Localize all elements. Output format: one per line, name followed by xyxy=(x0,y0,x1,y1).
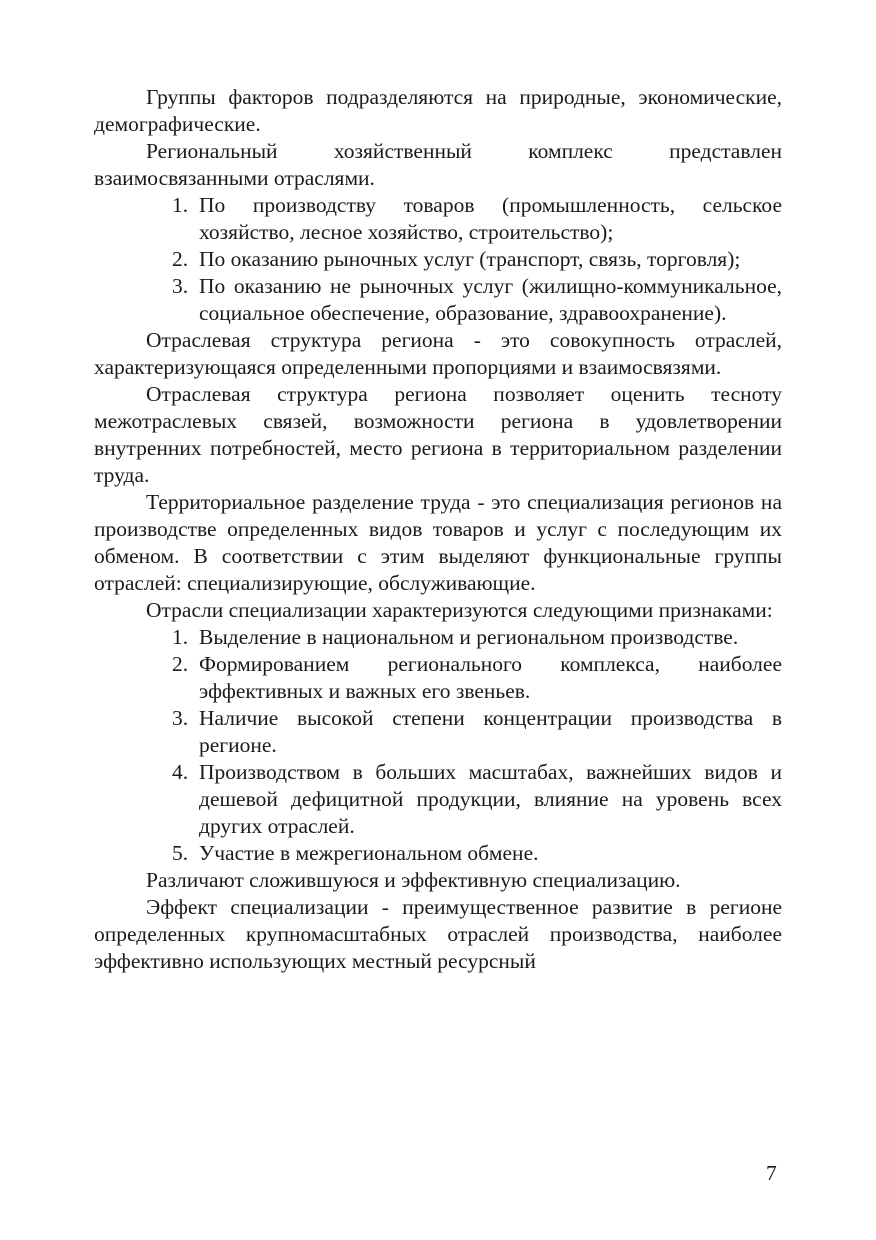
list-item-number: 4. xyxy=(172,760,189,784)
list-item xyxy=(94,705,782,759)
list-item xyxy=(94,273,782,327)
list-item-number: 3. xyxy=(172,274,189,298)
paragraph-territorial-division: Территориальное разделение труда - это специализация регионов на производстве определенных видов товаров и услуг с последующим их обменом. В соответствии с этим выделяют функциональные группы отраслей: специализирующие, обслуживающие. xyxy=(94,490,782,595)
list-item-number: 2. xyxy=(172,652,189,676)
list-item-number: 1. xyxy=(172,625,189,649)
page-body xyxy=(94,84,782,975)
paragraph-factor-groups: Группы факторов подразделяются на природные, экономические, демографические. xyxy=(94,85,782,136)
list-item-number: 5. xyxy=(172,841,189,865)
list-item-text: Наличие высокой степени концентрации производства в регионе. xyxy=(199,706,782,757)
list-item-number: 3. xyxy=(172,706,189,730)
paragraph-sector-structure-definition: Отраслевая структура региона - это совокупность отраслей, характеризующаяся определенными пропорциями и взаимосвязями. xyxy=(94,328,782,379)
list-item-text: Формированием регионального комплекса, наиболее эффективных и важных его звеньев. xyxy=(199,652,782,703)
list-item-text: По производству товаров (промышленность, сельское хозяйство, лесное хозяйство, строительство); xyxy=(199,193,782,244)
list-item-number: 1. xyxy=(172,193,189,217)
paragraph-regional-complex: Региональный хозяйственный комплекс представлен взаимосвязанными отраслями. xyxy=(94,139,782,190)
list-sectors xyxy=(94,192,782,327)
paragraph-specialization-types: Различают сложившуюся и эффективную специализацию. xyxy=(146,868,681,892)
paragraph-specialization-features: Отрасли специализации характеризуются следующими признаками: xyxy=(146,598,773,622)
list-item xyxy=(94,192,782,246)
list-item xyxy=(94,759,782,840)
list-item-number: 2. xyxy=(172,247,189,271)
list-item-text: Выделение в национальном и региональном производстве. xyxy=(199,625,739,649)
list-item-text: По оказанию рыночных услуг (транспорт, связь, торговля); xyxy=(199,247,741,271)
paragraph-specialization-effect: Эффект специализации - преимущественное развитие в регионе определенных крупномасштабных отраслей производства, наиболее эффективно использующих местный ресурсный xyxy=(94,895,782,973)
page-number: 7 xyxy=(766,1161,777,1185)
paragraph-sector-structure-purpose: Отраслевая структура региона позволяет оценить тесноту межотраслевых связей, возможности региона в удовлетворении внутренних потребностей, место региона в территориальном разделении труда. xyxy=(94,382,782,487)
list-item xyxy=(94,840,782,867)
list-item xyxy=(94,651,782,705)
list-item-text: Участие в межрегиональном обмене. xyxy=(199,841,539,865)
list-item-text: По оказанию не рыночных услуг (жилищно-коммуникальное, социальное обеспечение, образование, здравоохранение). xyxy=(199,274,782,325)
list-item-text: Производством в больших масштабах, важнейших видов и дешевой дефицитной продукции, влияние на уровень всех других отраслей. xyxy=(199,760,782,838)
list-item xyxy=(94,246,782,273)
list-item xyxy=(94,624,782,651)
list-specialization-features xyxy=(94,624,782,867)
